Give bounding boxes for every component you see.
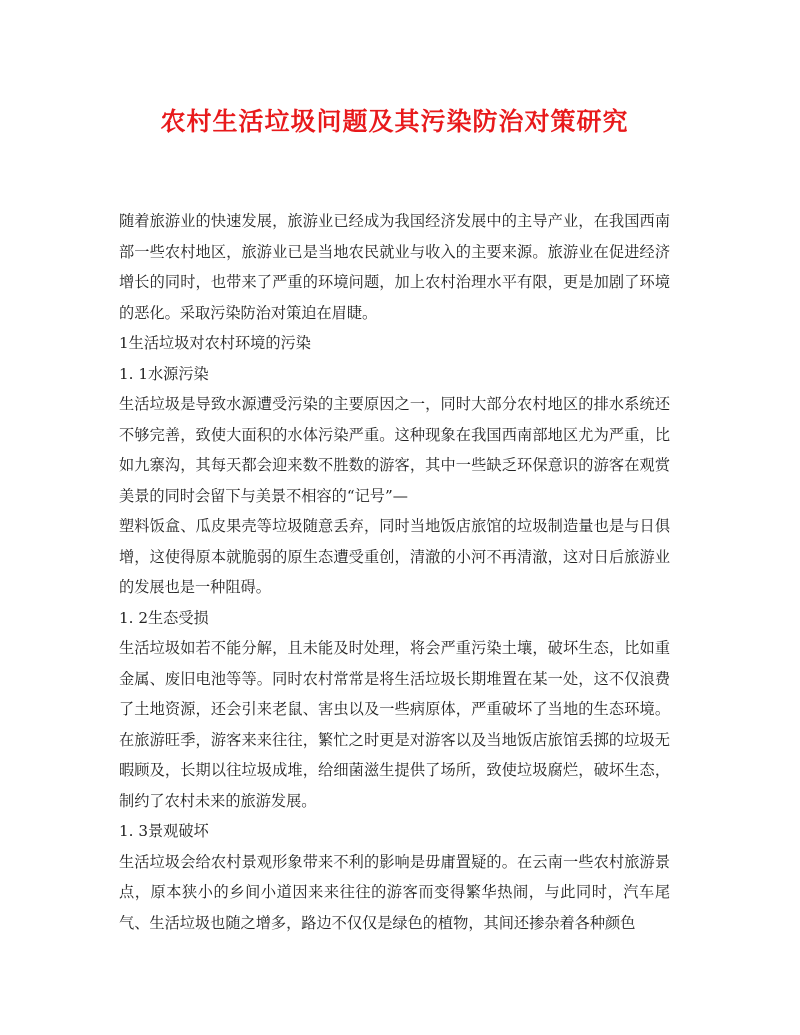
- section-heading: 1生活垃圾对农村环境的污染: [119, 334, 311, 352]
- landscape-paragraph: 生活垃圾会给农村景观形象带来不利的影响是毋庸置疑的。在云南一些农村旅游景点，原本狭小的乡间小道因来来往往的游客而变得繁华热闹，与此同时，汽车尾气、生活垃圾也随之增多，路边不仅仅是绿色的植物，其间还掺杂着各种颜色: [119, 852, 670, 932]
- ecology-paragraph: 生活垃圾如若不能分解，且未能及时处理，将会严重污染土壤，破坏生态，比如重金属、废旧电池等等。同时农村常常是将生活垃圾长期堆置在某一处，这不仅浪费了土地资源，还会引来老鼠、害虫以及一些病原体，严重破坏了当地的生态环境。在旅游旺季，游客来来往往，繁忙之时更是对游客以及当地饭店旅馆丢掷的垃圾无暇顾及，长期以往垃圾成堆，给细菌滋生提供了场所，致使垃圾腐烂，破坏生态，制约了农村未来的旅游发展。: [119, 639, 670, 810]
- subsection-heading-landscape: 1. 3景观破坏: [119, 822, 209, 840]
- subsection-heading-water: 1. 1水源污染: [119, 364, 209, 383]
- document-title: 农村生活垃圾问题及其污染防治对策研究: [160, 107, 629, 136]
- subsection-heading-ecology: 1. 2生态受损: [119, 608, 209, 627]
- intro-paragraph: 随着旅游业的快速发展，旅游业已经成为我国经济发展中的主导产业，在我国西南部一些农村地区，旅游业已是当地农民就业与收入的主要来源。旅游业在促进经济增长的同时，也带来了严重的环境问题，加上农村治理水平有限，更是加剧了环境的恶化。采取污染防治对策迫在眉睫。: [119, 212, 670, 322]
- water-paragraph-2: 塑料饭盒、瓜皮果壳等垃圾随意丢弃，同时当地饭店旅馆的垃圾制造量也是与日俱增，这使得原本就脆弱的原生态遭受重创，清澈的小河不再清澈，这对日后旅游业的发展也是一种阻碍。: [119, 517, 670, 596]
- document-body: [119, 206, 670, 938]
- water-paragraph-1: 生活垃圾是导致水源遭受污染的主要原因之一，同时大部分农村地区的排水系统还不够完善，致使大面积的水体污染严重。这种现象在我国西南部地区尤为严重，比如九寨沟，其每天都会迎来数不胜数的游客，其中一些缺乏环保意识的游客在观赏美景的同时会留下与美景不相容的“记号”—: [119, 395, 670, 505]
